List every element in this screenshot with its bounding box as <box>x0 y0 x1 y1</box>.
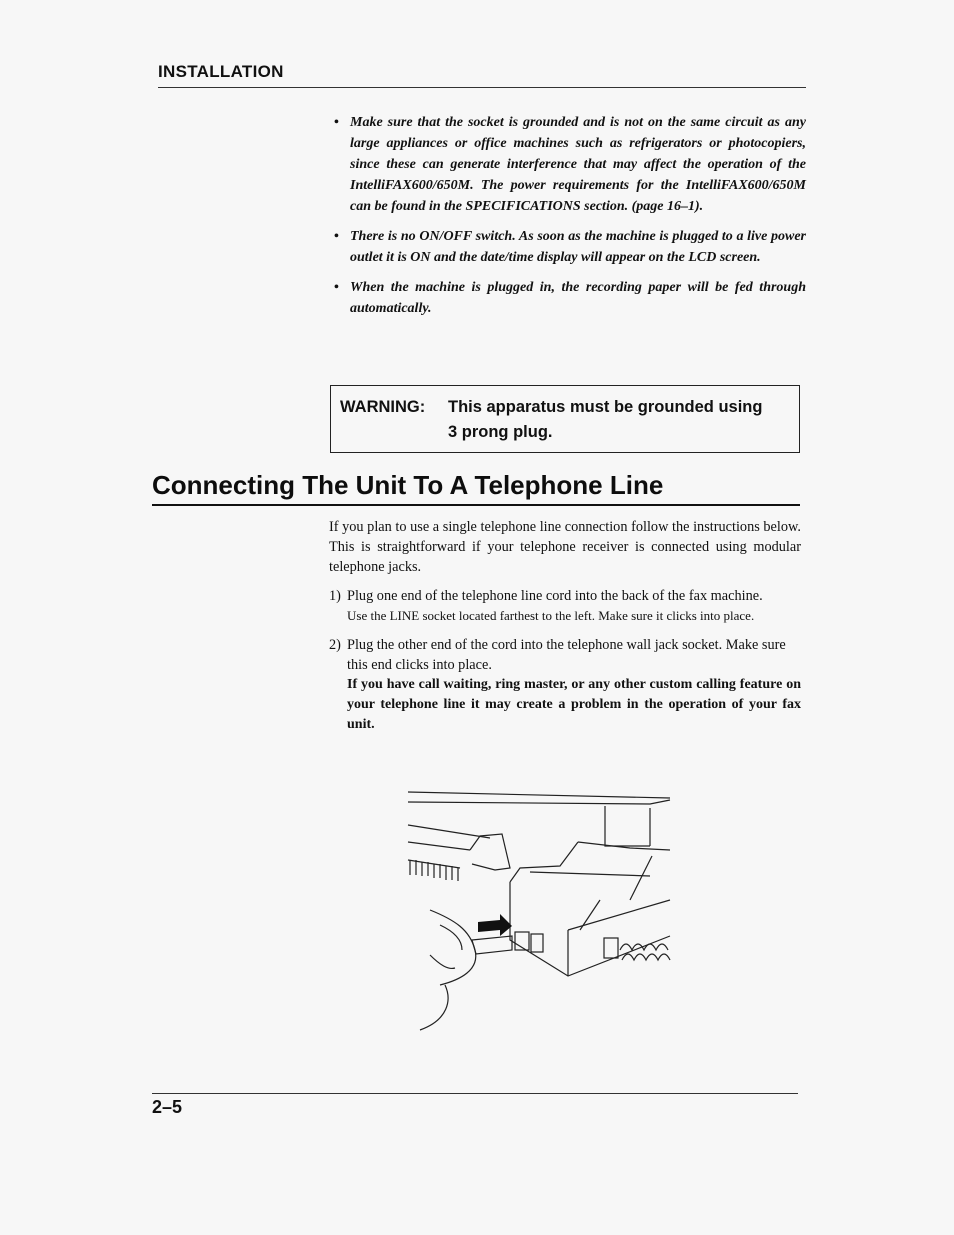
warning-label: WARNING: <box>340 398 426 416</box>
section-title: Connecting The Unit To A Telephone Line <box>152 470 664 500</box>
step-text: Plug one end of the telephone line cord into the back of the fax machine. <box>347 588 763 604</box>
step-1 <box>329 586 801 626</box>
bullet-dot-icon: • <box>334 280 339 295</box>
header-rule <box>158 87 806 88</box>
warning-box <box>330 385 800 453</box>
step-number: 1) <box>329 588 341 604</box>
page-number: 2–5 <box>152 1097 183 1117</box>
warning-text-line1: This apparatus must be grounded using <box>448 398 763 416</box>
title-rule <box>152 504 800 506</box>
intro-paragraph: If you plan to use a single telephone line connection follow the instructions below. This is straightforward if your telephone receiver is connected using modular telephone jacks. <box>329 519 801 575</box>
step-text: Plug the other end of the cord into the telephone wall jack socket. Make sure this end clicks into place. <box>347 637 786 673</box>
bullet-item: • There is no ON/OFF switch. As soon as the machine is plugged to a live power outlet it is ON and the date/time display will appear on the LCD screen. <box>332 226 806 268</box>
bullet-dot-icon: • <box>334 115 339 130</box>
section-header: INSTALLATION <box>158 62 284 81</box>
footer-rule <box>152 1093 798 1094</box>
section-body <box>329 517 801 744</box>
bullet-item: • Make sure that the socket is grounded and is not on the same circuit as any large appliances or office machines such as refrigerators or photocopiers, since these can generate interference that may affect the operation of the IntelliFAX600/650M. The power requirements for the IntelliFAX600/650M can be found in the SPECIFICATIONS section. (page 16–1). <box>332 112 806 217</box>
bullet-dot-icon: • <box>334 229 339 244</box>
step-2 <box>329 635 801 735</box>
warning-text-line2: 3 prong plug. <box>448 423 553 441</box>
step-subtext: Use the LINE socket located farthest to the left. Make sure it clicks into place. <box>347 608 755 623</box>
fax-connection-illustration <box>400 780 680 1040</box>
bullet-list <box>332 112 806 328</box>
bullet-item: • When the machine is plugged in, the recording paper will be fed through automatically. <box>332 277 806 319</box>
custom-calling-note: If you have call waiting, ring master, or any other custom calling feature on your telephone line it may create a problem in the operation of your fax unit. <box>347 677 801 732</box>
step-number: 2) <box>329 637 341 653</box>
